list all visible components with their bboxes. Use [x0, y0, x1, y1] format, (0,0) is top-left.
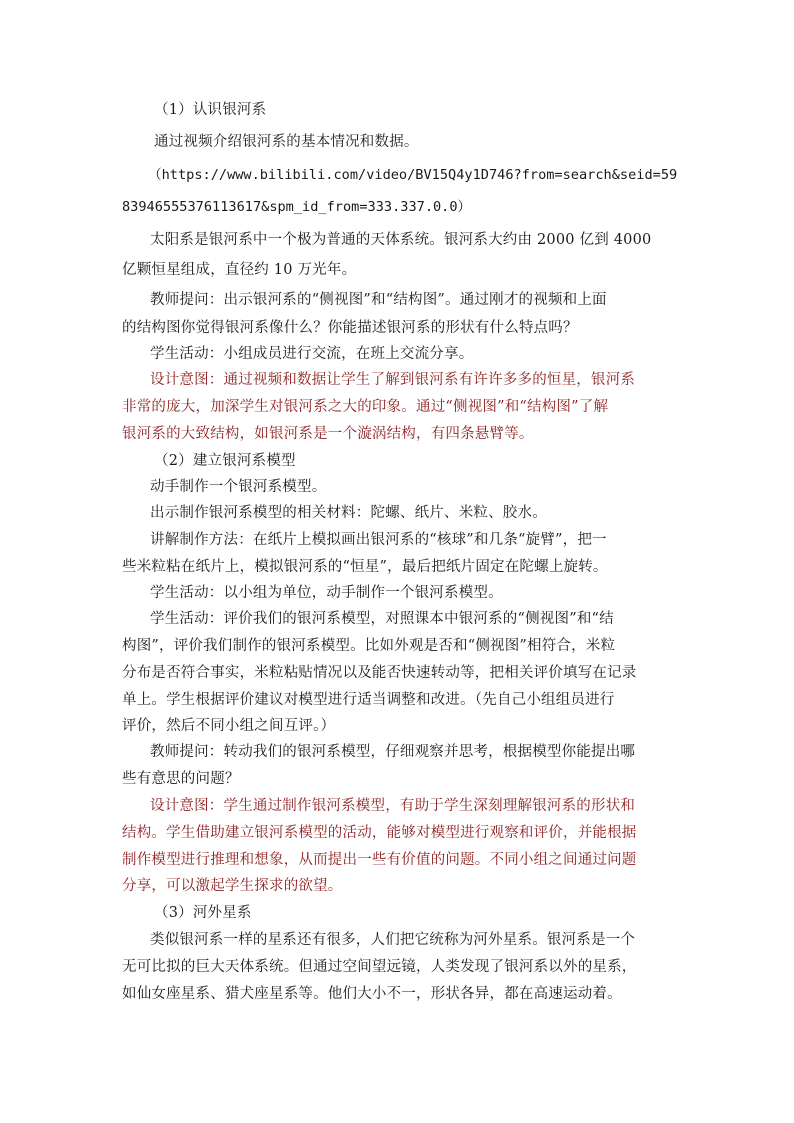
section-heading-1: （1）认识银河系 [154, 102, 267, 118]
paragraph-line: 的结构图你觉得银河系像什么？你能描述银河系的形状有什么特点吗？ [122, 320, 578, 336]
design-intent-line: 分享，可以激起学生探求的欲望。 [122, 878, 343, 894]
paragraph-line: 单上。学生根据评价建议对模型进行适当调整和改进。（先自己小组组员进行 [122, 692, 615, 708]
paragraph-line: 太阳系是银河系中一个极为普通的天体系统。银河系大约由 2000 亿到 4000 [150, 232, 652, 248]
paragraph-line: 评价，然后不同小组之间互评。） [122, 718, 336, 734]
paragraph-line: 教师提问：转动我们的银河系模型，仔细观察并思考，根据模型你能提出哪 [150, 744, 636, 760]
section-heading-2: （2）建立银河系模型 [154, 453, 296, 469]
paragraph-line: 出示制作银河系模型的相关材料：陀螺、纸片、米粒、胶水。 [150, 505, 547, 521]
design-intent-line: 制作模型进行推理和想象，从而提出一些有价值的问题。不同小组之间通过问题 [122, 852, 637, 868]
design-intent-line: 结构。学生借助建立银河系模型的活动，能够对模型进行观察和评价，并能根据 [122, 825, 637, 841]
paragraph-line: 亿颗恒星组成，直径约 10 万光年。 [122, 262, 357, 278]
video-link-line-2[interactable]: 83946555376113617&spm_id_from=333.337.0.0） [122, 199, 472, 215]
design-intent-line: 非常的庞大，加深学生对银河系之大的印象。通过“侧视图”和“结构图”了解 [122, 399, 609, 415]
video-link-line-1[interactable]: （https://www.bilibili.com/video/BV15Q4y1D746?from=search&seid=59 [148, 167, 678, 183]
design-intent-line: 设计意图：学生通过制作银河系模型，有助于学生深刻理解银河系的形状和 [150, 798, 636, 814]
design-intent-line: 银河系的大致结构，如银河系是一个漩涡结构，有四条悬臂等。 [122, 426, 534, 442]
paragraph-line: 学生活动：小组成员进行交流，在班上交流分享。 [150, 346, 474, 362]
paragraph-line: 如仙女座星系、猎犬座星系等。他们大小不一，形状各异，都在高速运动着。 [122, 986, 622, 1002]
paragraph-line: 分布是否符合事实，米粒粘贴情况以及能否快速转动等，把相关评价填写在记录 [122, 665, 637, 681]
paragraph-line: 无可比拟的巨大天体系统。但通过空间望远镜，人类发现了银河系以外的星系， [122, 959, 637, 975]
paragraph-line: 构图”，评价我们制作的银河系模型。比如外观是否和“侧视图”相符合，米粒 [122, 638, 616, 654]
paragraph-line: 讲解制作方法：在纸片上模拟画出银河系的“核球”和几条“旋臂”，把一 [150, 532, 607, 548]
paragraph-line: 学生活动：评价我们的银河系模型，对照课本中银河系的“侧视图”和“结 [150, 611, 614, 627]
paragraph-line: 教师提问：出示银河系的“侧视图”和“结构图”。通过刚才的视频和上面 [150, 292, 607, 308]
design-intent-line: 设计意图：通过视频和数据让学生了解到银河系有许许多多的恒星，银河系 [150, 372, 636, 388]
paragraph-line: 动手制作一个银河系模型。 [150, 479, 327, 495]
paragraph-line: 学生活动：以小组为单位，动手制作一个银河系模型。 [150, 585, 503, 601]
paragraph-line: 类似银河系一样的星系还有很多，人们把它统称为河外星系。银河系是一个 [150, 932, 636, 948]
paragraph-line: 些有意思的问题？ [122, 771, 240, 787]
section-heading-3: （3）河外星系 [154, 905, 252, 921]
paragraph-line: 些米粒粘在纸片上，模拟银河系的“恒星”，最后把纸片固定在陀螺上旋转。 [122, 559, 608, 575]
paragraph-line: 通过视频介绍银河系的基本情况和数据。 [154, 134, 419, 150]
